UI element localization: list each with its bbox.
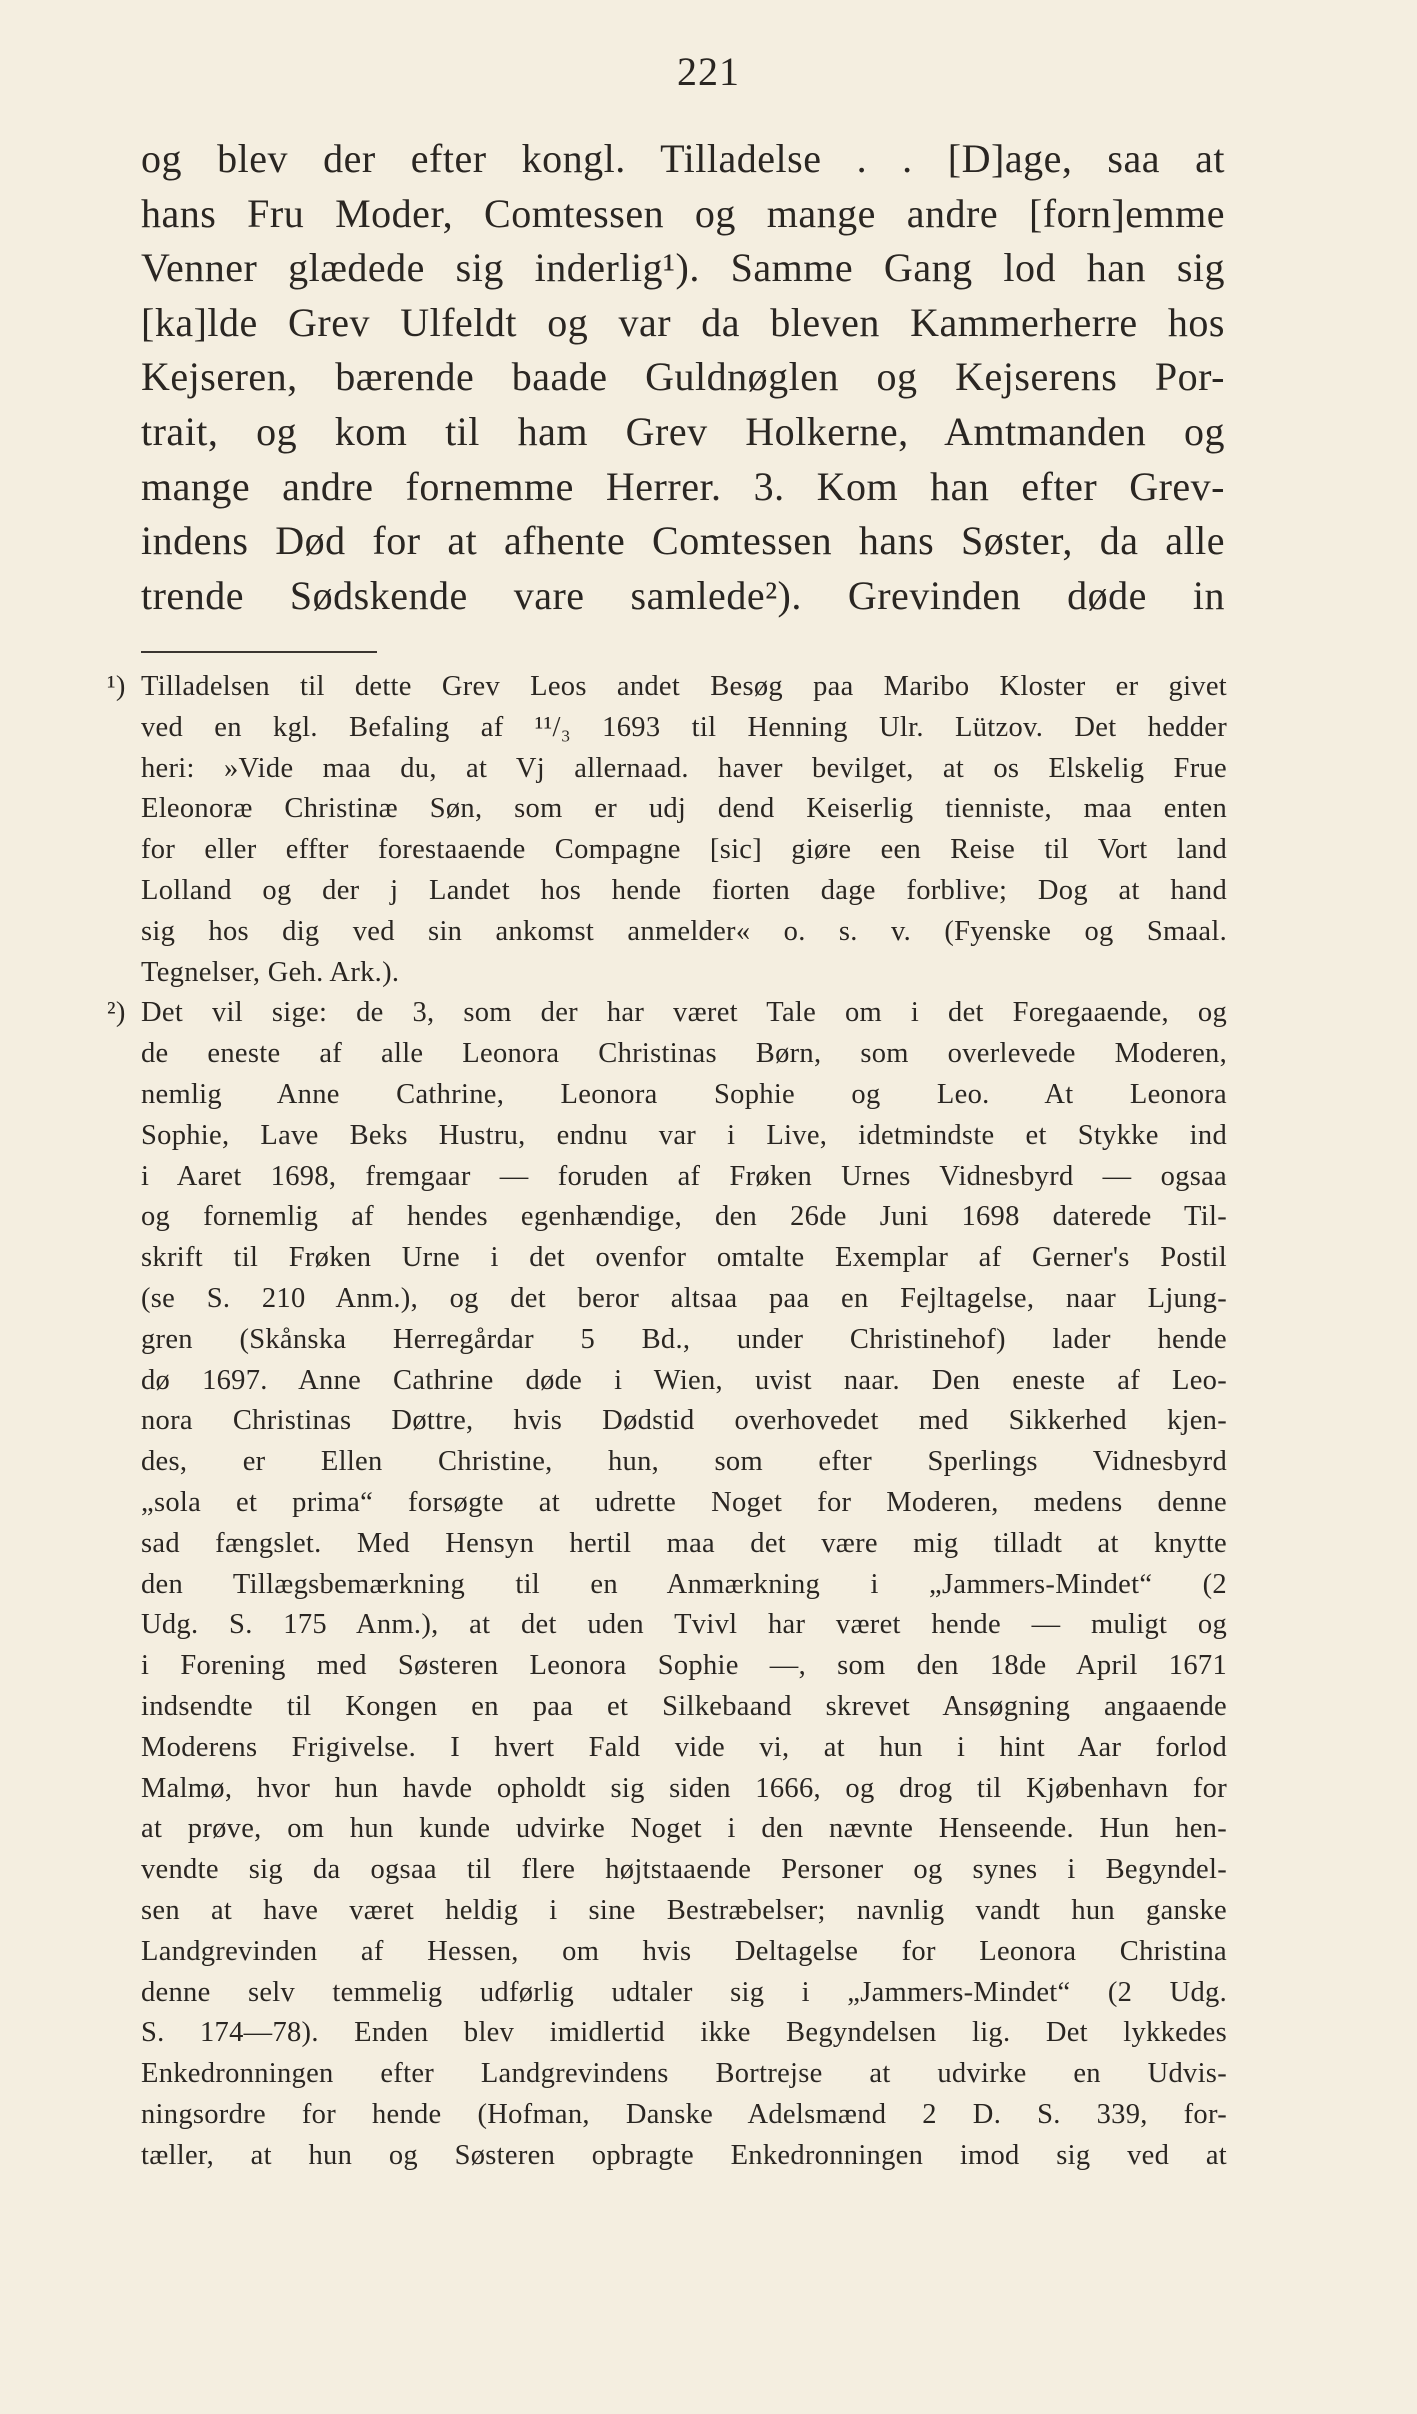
footnote-line: (se S. 210 Anm.), og det beror altsaa paa en Fejltagelse, naar Ljung-: [141, 1282, 1227, 1314]
footnote-line: Enkedronningen efter Landgrevindens Bortrejse at udvirke en Udvis-: [141, 2058, 1227, 2090]
footnote-line: i Aaret 1698, fremgaar — foruden af Frøken Urnes Vidnesbyrd — ogsaa: [141, 1160, 1227, 1192]
footnote-line: Tilladelsen til dette Grev Leos andet Besøg paa Maribo Kloster er givet: [141, 671, 1227, 702]
footnote-line: des, er Ellen Christine, hun, som efter Sperlings Vidnesbyrd: [141, 1446, 1227, 1478]
footnote-line: nora Christinas Døttre, hvis Dødstid overhovedet med Sikkerhed kjen-: [141, 1405, 1227, 1437]
footnote-line: i Forening med Søsteren Leonora Sophie —, som den 18de April 1671: [141, 1650, 1227, 1682]
footnote-line: sad fængslet. Med Hensyn hertil maa det være mig tilladt at knytte: [141, 1527, 1227, 1559]
footnote-line: S. 174—78). Enden blev imidlertid ikke Begyndelsen lig. Det lykkedes: [141, 2017, 1227, 2049]
footnote-line: Tegnelser, Geh. Ark.).: [141, 956, 400, 988]
text-line: Kejseren, bærende baade Guldnøglen og Kejserens Por-: [141, 354, 1225, 400]
footnote-line: ningsordre for hende (Hofman, Danske Adelsmænd 2 D. S. 339, for-: [141, 2098, 1227, 2130]
text-line: hans Fru Moder, Comtessen og mange andre [forn]emme: [141, 190, 1225, 236]
footnote-line: dø 1697. Anne Cathrine døde i Wien, uvist naar. Den eneste af Leo-: [141, 1364, 1227, 1396]
footnote-2: [107, 993, 1227, 2176]
page-number: 221: [677, 49, 740, 94]
text-line: indens Død for at afhente Comtessen hans Søster, da alle: [141, 518, 1225, 564]
footnote-line: at prøve, om hun kunde udvirke Noget i den nævnte Henseende. Hun hen-: [141, 1813, 1227, 1845]
footnote-line: Eleonoræ Christinæ Søn, som er udj dend Keiserlig tienniste, maa enten: [141, 793, 1227, 825]
footnote-line: nemlig Anne Cathrine, Leonora Sophie og Leo. At Leonora: [141, 1078, 1227, 1110]
footnote-line: gren (Skånska Herregårdar 5 Bd., under Christinehof) lader hende: [141, 1323, 1227, 1355]
footnote-line: Lolland og der j Landet hos hende fiorten dage forblive; Dog at hand: [141, 874, 1227, 906]
footnote-line: den Tillægsbemærkning til en Anmærkning i „Jammers-Mindet“ (2: [141, 1568, 1227, 1600]
footnote-line: heri: »Vide maa du, at Vj allernaad. haver bevilget, at os Elskelig Frue: [141, 752, 1227, 784]
text-line: [ka]lde Grev Ulfeldt og var da bleven Kammerherre hos: [141, 299, 1225, 345]
footnote-line: Malmø, hvor hun havde opholdt sig siden 1666, og drog til Kjøbenhavn for: [141, 1772, 1227, 1804]
footnote-1: [107, 667, 1227, 993]
footnote-line: for eller effter forestaaende Compagne [sic] giøre een Reise til Vort land: [141, 834, 1227, 866]
footnote-line: denne selv temmelig udførlig udtaler sig i „Jammers-Mindet“ (2 Udg.: [141, 1976, 1227, 2008]
text-line: trende Sødskende vare samlede²). Grevinden døde in: [141, 572, 1225, 618]
main-text: [141, 132, 1225, 623]
footnote-line: tæller, at hun og Søsteren opbragte Enkedronningen imod sig ved at: [141, 2139, 1227, 2171]
footnote-line: sig hos dig ved sin ankomst anmelder« o. s. v. (Fyenske og Smaal.: [141, 915, 1227, 947]
text-line: og blev der efter kongl. Tilladelse . . [D]age, saa at: [141, 136, 1225, 181]
footnote-separator: [141, 651, 377, 653]
footnote-line: sen at have været heldig i sine Bestræbelser; navnlig vandt hun ganske: [141, 1894, 1227, 1926]
footnote-line: Landgrevinden af Hessen, om hvis Deltagelse for Leonora Christina: [141, 1935, 1227, 1967]
text-line: mange andre fornemme Herrer. 3. Kom han efter Grev-: [141, 463, 1225, 509]
footnote-line: indsendte til Kongen en paa et Silkebaand skrevet Ansøgning angaaende: [141, 1690, 1227, 1722]
footnote-line: Det vil sige: de 3, som der har været Tale om i det Foregaaende, og: [141, 997, 1227, 1029]
footnote-line: de eneste af alle Leonora Christinas Børn, som overlevede Moderen,: [141, 1038, 1227, 1070]
text-line: trait, og kom til ham Grev Holkerne, Amtmanden og: [141, 408, 1225, 454]
footnote-line: Moderens Frigivelse. I hvert Fald vide vi, at hun i hint Aar forlod: [141, 1731, 1227, 1763]
footnote-line: vendte sig da ogsaa til flere højtstaaende Personer og synes i Begyndel-: [141, 1854, 1227, 1886]
footnote-marker: ¹): [107, 671, 126, 702]
footnote-line: ved en kgl. Befaling af ¹¹/₃ 1693 til Henning Ulr. Lützov. Det hedder: [141, 711, 1227, 743]
footnote-line: Udg. S. 175 Anm.), at det uden Tvivl har været hende — muligt og: [141, 1609, 1227, 1641]
footnote-line: „sola et prima“ forsøgte at udrette Noget for Moderen, medens denne: [141, 1486, 1227, 1518]
footnote-marker: ²): [107, 997, 126, 1029]
footnote-line: Sophie, Lave Beks Hustru, endnu var i Live, idetmindste et Stykke ind: [141, 1119, 1227, 1151]
text-line: Venner glædede sig inderlig¹). Samme Gang lod han sig: [141, 245, 1225, 291]
footnote-line: og fornemlig af hendes egenhændige, den 26de Juni 1698 daterede Til-: [141, 1201, 1227, 1233]
footnotes: [107, 667, 1227, 2176]
footnote-line: skrift til Frøken Urne i det ovenfor omtalte Exemplar af Gerner's Postil: [141, 1242, 1227, 1274]
